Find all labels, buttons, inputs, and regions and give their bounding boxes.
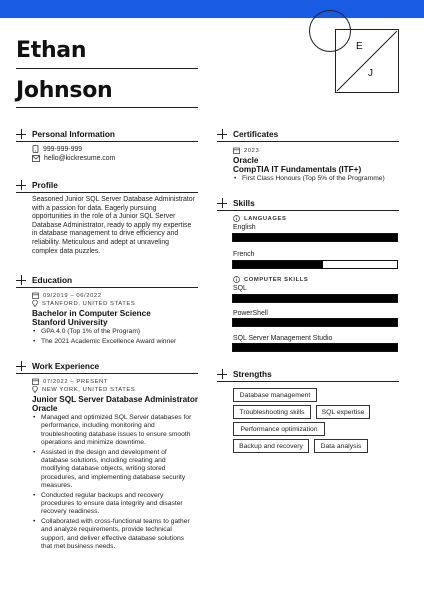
certificate-name: CompTIA IT Fundamentals (ITF+) [233, 165, 362, 174]
email-address[interactable]: hello@kickresume.com [44, 155, 116, 162]
last-name: Johnson [16, 78, 113, 103]
location-pin-icon [32, 386, 38, 393]
certificate-year [233, 147, 259, 154]
monogram-letter-e: E [356, 41, 363, 52]
section-work-experience [16, 359, 99, 373]
section-rule [16, 192, 198, 193]
bullet-line: procedures, and implementing database security [41, 473, 186, 481]
strength-tag: Backup and recovery [233, 439, 309, 453]
computer-skills-label [233, 276, 308, 283]
skill-bar-fill [233, 319, 397, 326]
skill-bar-french [232, 260, 398, 269]
name-rule-top [16, 68, 198, 69]
section-skills [217, 196, 255, 210]
skill-bar-fill [233, 295, 397, 302]
bullet-line: database solutions, including creating and [41, 457, 166, 465]
experience-location [32, 386, 135, 393]
first-name: Ethan [16, 38, 87, 63]
bullet-line: troubleshooting database issues to ensure smooth [41, 430, 191, 438]
bullet-line: that met business needs. [41, 543, 116, 551]
bullet-line: measures. [41, 482, 73, 490]
bullet-line: • Assisted in the design and development of [41, 448, 167, 456]
section-rule [217, 381, 399, 382]
mail-icon [32, 155, 40, 162]
list-item [32, 492, 204, 517]
section-strengths [217, 367, 272, 381]
bullet-line: operations and minimize downtime. [41, 439, 146, 447]
calendar-icon [32, 292, 39, 299]
bullet-line: performance, including monitoring and [41, 422, 155, 430]
location-pin-icon [32, 300, 38, 307]
section-education [16, 273, 72, 287]
languages-label-text: LANGUAGES [244, 215, 287, 222]
education-dates-text: 09/2019 – 06/2022 [43, 292, 102, 299]
education-dates [32, 292, 102, 299]
experience-role: Junior SQL Server Database Administrator [32, 395, 199, 404]
skill-bar-ssms [232, 343, 398, 352]
bullet-line: • Managed and optimized SQL Server databases for [41, 414, 192, 421]
section-title: Work Experience [32, 361, 100, 371]
bullet-line: recovery readiness. [41, 508, 100, 516]
section-profile [16, 178, 58, 192]
plus-icon [217, 198, 227, 208]
section-title: Strengths [233, 369, 272, 379]
section-rule [16, 373, 198, 374]
bullet-line: procedures to ensure data integrity and disaster [41, 500, 183, 508]
bullet-line: support, and deliver effective database solutions [41, 534, 185, 542]
plus-icon [16, 275, 26, 285]
section-title: Certificates [233, 129, 279, 139]
skill-bar-powershell [232, 318, 398, 327]
section-title: Education [32, 275, 73, 285]
certificate-bullets [233, 175, 403, 183]
profile-line: Seasoned Junior SQL Server Database Administrator [32, 196, 195, 203]
list-item [32, 449, 204, 491]
list-item [32, 414, 204, 448]
plus-icon [16, 361, 26, 371]
strength-tag: SQL expertise [316, 405, 370, 419]
experience-company: Oracle [32, 404, 58, 413]
education-location-text: STANFORD, UNITED STATES [42, 300, 136, 307]
info-icon [233, 215, 240, 222]
strength-tag: Performance optimization [233, 422, 325, 436]
list-item [32, 518, 204, 552]
certificate-issuer: Oracle [233, 156, 259, 165]
computer-skills-label-text: COMPUTER SKILLS [244, 276, 309, 283]
bullet-line: and analyze requirements, provide technical [41, 526, 172, 534]
phone-row [32, 145, 82, 153]
skill-bar-fill [233, 344, 397, 351]
education-school: Stanford University [32, 318, 108, 327]
skill-bar-fill [233, 234, 397, 241]
plus-icon [217, 369, 227, 379]
top-accent-bar [0, 0, 424, 18]
monogram-letter-j: J [368, 68, 373, 79]
name-rule-bottom [16, 107, 198, 108]
education-bullets [32, 328, 202, 346]
profile-line: complex data puzzles. [32, 247, 101, 255]
section-rule [217, 141, 399, 142]
monogram-diagonal [335, 29, 399, 93]
phone-icon [32, 145, 39, 153]
list-item: • First Class Honours (Top 5% of the Programme) [233, 175, 403, 183]
section-title: Profile [32, 180, 58, 190]
section-personal-information [16, 127, 115, 141]
bullet-line: • Conducted regular backups and recovery [41, 491, 164, 499]
skill-name-powershell: PowerShell [233, 310, 268, 317]
skill-name-ssms: SQL Server Management Studio [233, 335, 333, 342]
info-icon [233, 276, 240, 283]
strength-tag: Database management [233, 388, 317, 402]
list-item: • The 2021 Academic Excellence Award winner [32, 338, 202, 346]
bullet-line: modifying database objects, writing stored [41, 465, 166, 473]
skill-bar-english [232, 233, 398, 242]
profile-line: opportunities in the role of a Junior SQL Server [32, 213, 176, 221]
experience-bullets [32, 414, 204, 552]
skill-name-sql: SQL [233, 285, 247, 292]
plus-icon [16, 129, 26, 139]
section-certificates [217, 127, 278, 141]
phone-number: 999-999-999 [43, 145, 83, 153]
profile-line: reliability. Meticulous and adept at unraveling [32, 238, 169, 246]
skill-name-english: English [233, 224, 256, 231]
plus-icon [16, 180, 26, 190]
calendar-icon [233, 147, 240, 154]
profile-line: Database Administrator, ready to apply my expertise [32, 221, 192, 229]
strength-tag: Data analysis [314, 439, 368, 453]
strength-tag: Troubleshooting skills [233, 405, 311, 419]
profile-summary [32, 196, 202, 256]
experience-location-text: NEW YORK, UNITED STATES [42, 386, 136, 393]
skill-name-french: French [233, 251, 255, 258]
experience-dates-text: 07/2022 – PRESENT [43, 378, 108, 385]
section-rule [16, 141, 198, 142]
profile-line: in database management to drive efficiency and [32, 230, 179, 238]
section-rule [217, 210, 399, 211]
education-degree: Bachelor in Computer Science [32, 309, 151, 318]
calendar-icon [32, 378, 39, 385]
section-title: Personal Information [32, 129, 115, 139]
certificate-year-text: 2023 [244, 147, 260, 154]
experience-dates [32, 378, 108, 385]
skill-bar-sql [232, 294, 398, 303]
section-rule [16, 287, 198, 288]
plus-icon [217, 129, 227, 139]
section-title: Skills [233, 198, 255, 208]
education-location [32, 300, 135, 307]
list-item: • GPA 4.0 (Top 1% of the Program) [32, 328, 202, 336]
profile-line: with a passion for data. Eagerly pursuing [32, 204, 157, 212]
bullet-line: • Collaborated with cross-functional teams to gather [41, 517, 190, 525]
email-row [32, 155, 115, 162]
skill-bar-fill [233, 261, 323, 268]
languages-label [233, 215, 286, 222]
